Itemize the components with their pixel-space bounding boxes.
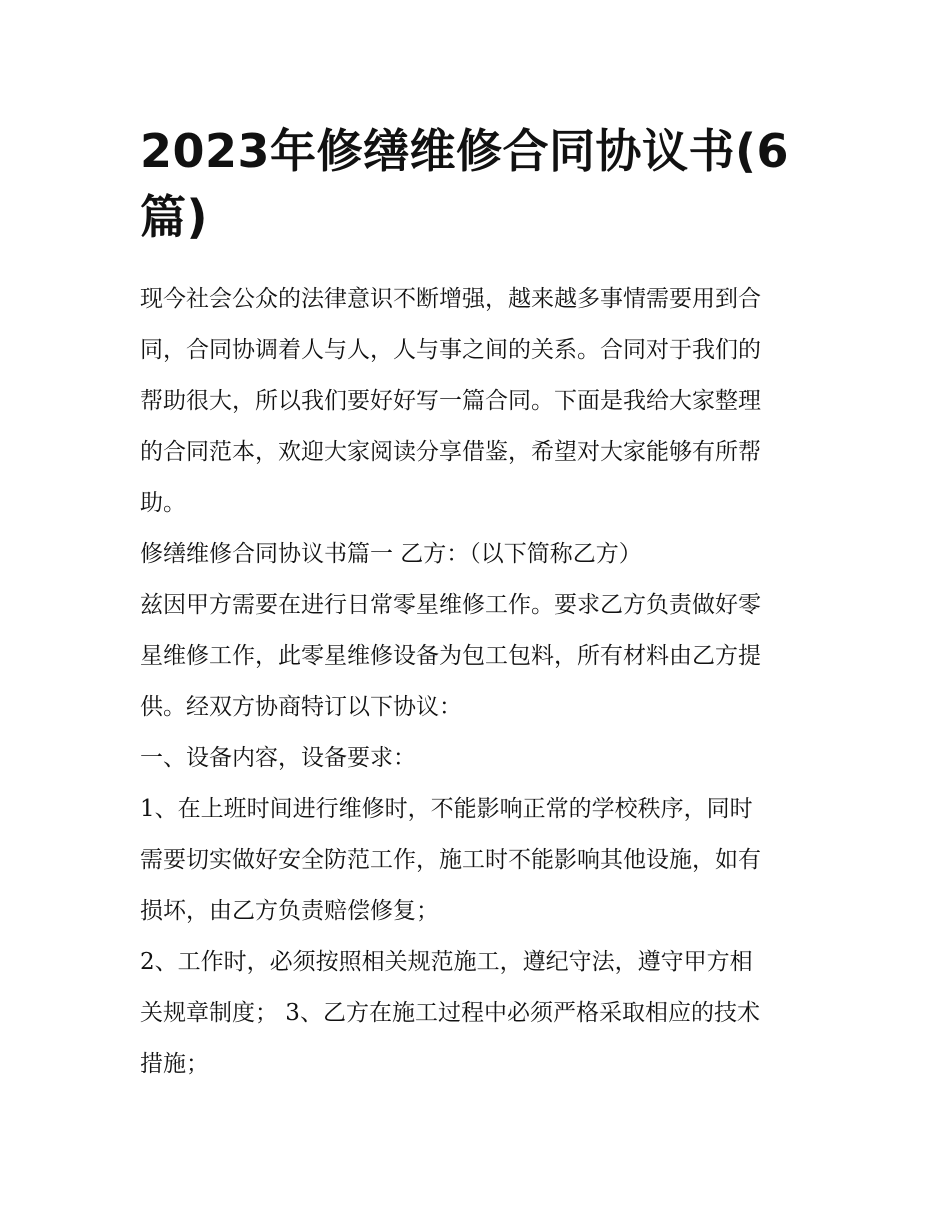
document-page (140, 118, 820, 1090)
document-title (140, 118, 820, 250)
title-line-2: 篇) (140, 190, 209, 244)
text-line: 供。经双方协商特订以下协议： (140, 694, 462, 720)
text-line: 需要切实做好安全防范工作，施工时不能影响其他设施，如有 (140, 847, 761, 873)
text-line: 损坏，由乙方负责赔偿修复； (140, 898, 439, 924)
text-line: 现今社会公众的法律意识不断增强，越来越多事情需要用到合 (140, 286, 761, 312)
document-body (140, 274, 820, 1090)
section-heading-line: 修缮维修合同协议书篇一 乙方：（以下简称乙方） (140, 541, 642, 567)
text-line: 帮助很大，所以我们要好好写一篇合同。下面是我给大家整理 (140, 388, 761, 414)
text-line: 关规章制度； 3、乙方在施工过程中必须严格采取相应的技术 (140, 1000, 760, 1026)
text-line: 1、在上班时间进行维修时，不能影响正常的学校秩序，同时 (140, 796, 753, 822)
title-line-1: 2023年修缮维修合同协议书(6 (140, 124, 790, 178)
text-line: 星维修工作，此零星维修设备为包工包料，所有材料由乙方提 (140, 643, 761, 669)
text-line: 助。 (140, 490, 186, 516)
text-line: 兹因甲方需要在进行日常零星维修工作。要求乙方负责做好零 (140, 592, 761, 618)
text-line: 的合同范本，欢迎大家阅读分享借鉴，希望对大家能够有所帮 (140, 439, 761, 465)
text-line: 措施； (140, 1051, 209, 1077)
clause-heading-line: 一、设备内容，设备要求： (140, 745, 416, 771)
text-line: 同，合同协调着人与人，人与事之间的关系。合同对于我们的 (140, 337, 761, 363)
text-line: 2、工作时，必须按照相关规范施工，遵纪守法，遵守甲方相 (140, 949, 753, 975)
